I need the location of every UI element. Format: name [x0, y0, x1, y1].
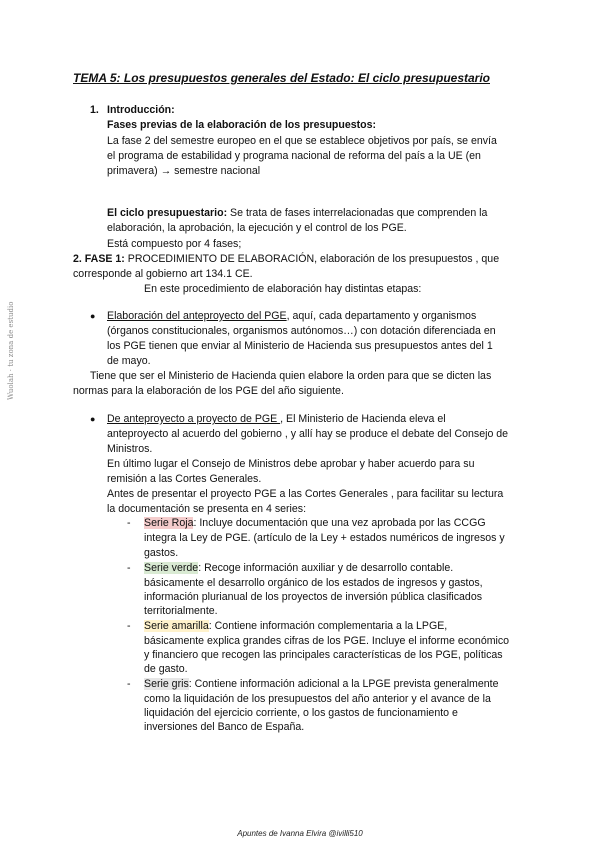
bullet1-first-line: [107, 309, 476, 324]
series-line: liquidación del ejercicio corriente, o los gastos de funcionamiento e: [144, 707, 458, 719]
ciclo-line: elaboración, la aprobación, la ejecución y el control de los PGE.: [107, 222, 407, 234]
series-amarilla-first-line: [144, 619, 447, 634]
series-dash: -: [127, 517, 131, 529]
bullet1-line: (órganos constitucionales, organismos autónomos…) con dotación diferenciada en: [107, 325, 496, 337]
ciclo-text: Se trata de fases interrelacionadas que comprenden la: [227, 207, 488, 219]
bullet2-line: anteproyecto al acuerdo del gobierno , y allí hay se produce el debate del Consejo de: [107, 428, 509, 440]
document-title: TEMA 5: Los presupuestos generales del Estado: El ciclo presupuestario: [73, 71, 490, 85]
series-roja-text: : Incluye documentación que una vez aprobada por las CCGG: [193, 517, 486, 529]
bullet2-line: remisión a las Cortes Generales.: [107, 473, 262, 485]
bullet2-line: Ministros.: [107, 443, 153, 455]
series-roja-first-line: [144, 516, 486, 531]
ciclo-line: Está compuesto por 4 fases;: [107, 238, 242, 250]
bullet1-line: los PGE tienen que enviar al Ministerio de Hacienda sus presupuestos antes del 1: [107, 340, 493, 352]
bullet-marker: ●: [90, 414, 96, 424]
series-verde-first-line: [144, 561, 453, 576]
series-line: gastos.: [144, 547, 179, 559]
bullet1-after-line: Tiene que ser el Ministerio de Hacienda quien elabore la orden para que se dicten las: [90, 370, 492, 382]
series-line: básicamente el desarrollo orgánico de los estados de ingresos y gastos,: [144, 577, 483, 589]
bullet1-text: , aquí, cada departamento y organismos: [286, 310, 477, 322]
bullet1-line: de mayo.: [107, 355, 151, 367]
fase1-line: En este procedimiento de elaboración hay distintas etapas:: [144, 283, 422, 295]
intro-line: primavera) → semestre nacional: [107, 165, 261, 177]
ciclo-paragraph: [107, 206, 487, 221]
fase1-line: corresponde al gobierno art 134.1 CE.: [73, 268, 253, 280]
series-verde-text: : Recoge información auxiliar y de desarrollo contable.: [198, 562, 454, 574]
series-roja-name: Serie Roja: [144, 517, 194, 529]
series-line: básicamente explica grandes cifras de los PGE. Incluye el informe económico: [144, 635, 510, 647]
series-dash: -: [127, 678, 131, 690]
intro-line: el programa de estabilidad y programa nacional de reforma del país a la UE (en: [107, 150, 481, 162]
fase1-paragraph: [73, 252, 499, 267]
series-amarilla-text: : Contiene información complementaria a la LPGE,: [208, 620, 448, 632]
fase1-label: 2. FASE 1:: [73, 253, 125, 265]
series-line: integra la Ley de PGE. (artículo de la Ley + estados numéricos de ingresos y: [144, 532, 505, 544]
side-watermark: Wuolah · tu zona de estudio: [7, 301, 15, 400]
bullet2-line: la documentación se presenta en 4 series:: [107, 503, 307, 515]
section-heading: Introducción:: [107, 104, 175, 116]
series-line: de gasto.: [144, 663, 188, 675]
series-gris-text: : Contiene información adicional a la LPGE prevista generalmente: [188, 678, 499, 690]
bullet2-text: , El Ministerio de Hacienda eleva el: [280, 413, 446, 425]
series-gris-first-line: [144, 677, 499, 692]
series-dash: -: [127, 620, 131, 632]
section-subheading: Fases previas de la elaboración de los presupuestos:: [107, 119, 377, 131]
bullet1-label: Elaboración del anteproyecto del PGE: [107, 310, 287, 322]
intro-line: La fase 2 del semestre europeo en el que se establece objetivos por país, se envía: [107, 135, 497, 147]
page-footer: Apuntes de Ivanna Elvira @ivilli510: [237, 829, 363, 838]
bullet2-label: De anteproyecto a proyecto de PGE: [107, 413, 281, 425]
series-line: inversiones del Banco de España.: [144, 721, 305, 733]
series-verde-name: Serie verde: [144, 562, 199, 574]
bullet2-first-line: [107, 412, 446, 427]
bullet2-line: En último lugar el Consejo de Ministros debe aprobar y haber acuerdo para su: [107, 458, 475, 470]
fase1-text: PROCEDIMIENTO DE ELABORACIÓN, elaboración de los presupuestos , que: [124, 253, 500, 265]
bullet-marker: ●: [90, 311, 96, 321]
series-line: información plurianual de los proyectos de inversión pública clasificados: [144, 591, 483, 603]
series-line: territorialmente.: [144, 605, 218, 617]
bullet1-after-line: normas para la elaboración de los PGE del año siguiente.: [73, 385, 344, 397]
ciclo-label: El ciclo presupuestario:: [107, 207, 228, 219]
section-number: 1.: [90, 104, 99, 116]
series-line: como la liquidación de los presupuestos del año anterior y el avance de la: [144, 693, 491, 705]
series-line: y financiero que recogen las principales características de los PGE, políticas: [144, 649, 503, 661]
series-gris-name: Serie gris: [144, 678, 189, 690]
series-amarilla-name: Serie amarilla: [144, 620, 209, 632]
series-dash: -: [127, 562, 131, 574]
bullet2-line: Antes de presentar el proyecto PGE a las Cortes Generales , para facilitar su lectura: [107, 488, 504, 500]
